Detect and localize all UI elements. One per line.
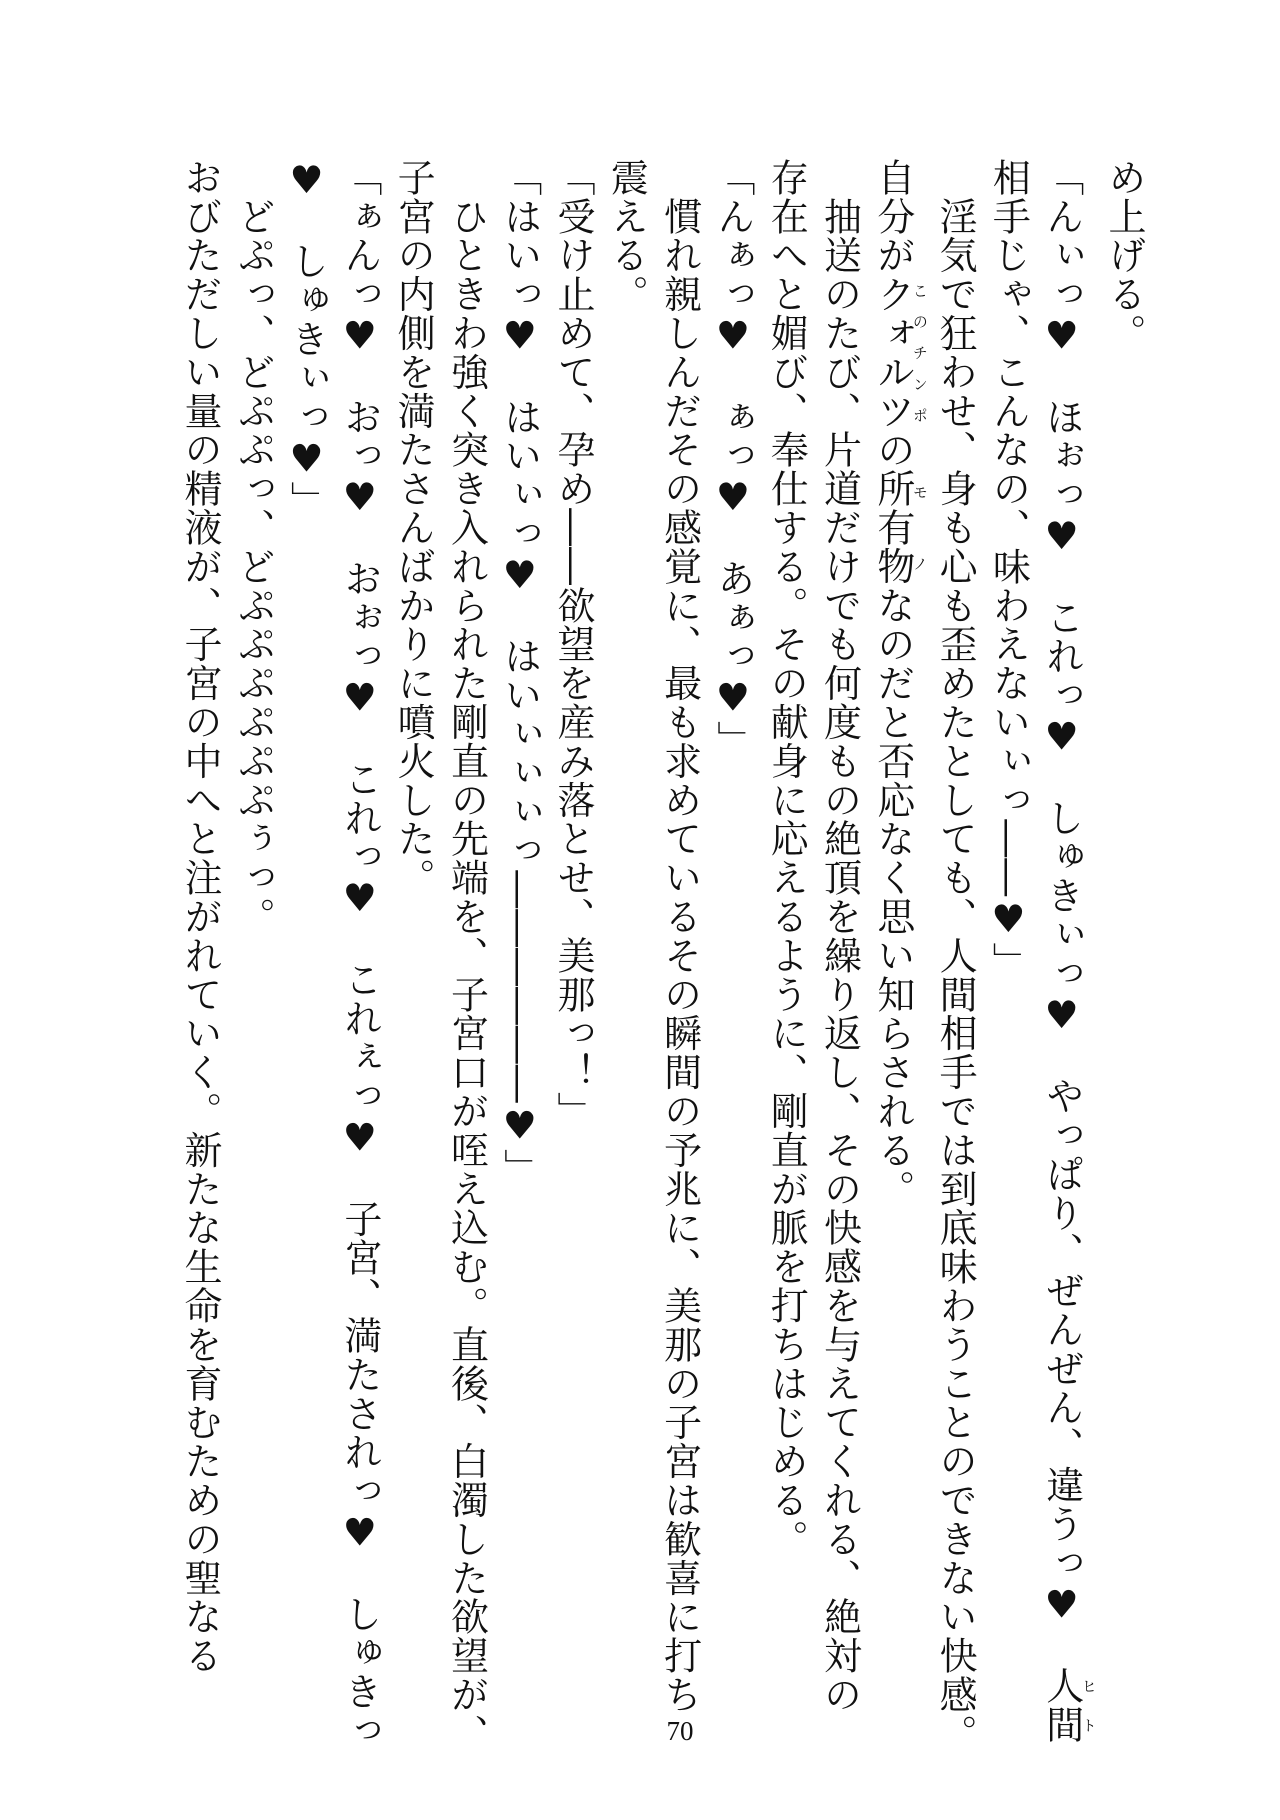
text-line: 存在へと媚び、奉仕する。その献身に応えるように、剛直が脈を打ちはじめる。 xyxy=(764,158,809,1559)
ruby-annotation: モノ xyxy=(910,469,929,586)
text-line: おびただしい量の精液が、子宮の中へと注がれていく。新たな生命を育むための聖なる xyxy=(177,158,222,1676)
text-line: 「んぁっ♥ ぁっ♥ あぁっ♥」 xyxy=(710,158,755,760)
text-line: 「ぁんっ♥ おっ♥ おぉっ♥ これっ♥ これぇっ♥ 子宮、満たされっ♥ しゅきっ xyxy=(337,158,382,1750)
text-line: 相手じゃ、こんなの、味わえないぃっ――♥」 xyxy=(986,158,1031,981)
text-line: 「受け止めて、孕め――欲望を産み落とせ、美那っ！」 xyxy=(551,158,596,1131)
text-line xyxy=(1034,158,1098,1745)
text-segment: なのだと否応なく思い知らされる。 xyxy=(870,585,915,1209)
text-line: め上げる。 xyxy=(1102,158,1146,353)
text-line: 子宮の内側を満たさんばかりに噴火した。 xyxy=(391,158,436,898)
ruby-text: クォルツこのチンポ xyxy=(870,274,929,431)
page-number: 70 xyxy=(666,1716,694,1746)
text-segment: 「んぃっ♥ ほぉっ♥ これっ♥ しゅきぃっ♥ やっぱり、ぜんぜん、違うっ♥ xyxy=(1039,158,1084,1667)
text-segment: の xyxy=(870,430,915,470)
text-line xyxy=(866,158,928,1728)
ruby-annotation: このチンポ xyxy=(910,274,929,431)
text-segment: 自分が xyxy=(870,158,915,275)
text-line: 抽送のたび、片道だけでも何度もの絶頂を繰り返し、その快感を与えてくれる、絶対の xyxy=(817,158,862,1714)
text-line: 慣れ親しんだその感覚に、最も求めているその瞬間の予兆に、美那の子宮は歓喜に打ち xyxy=(657,158,702,1714)
text-line: 震える。 xyxy=(604,158,649,314)
text-line: 淫気で狂わせ、身も心も歪めたとしても、人間相手では到底味わうことのできない快感。 xyxy=(933,158,978,1753)
ruby-annotation: ヒト xyxy=(1079,1666,1098,1745)
text-line: 「はいっ♥ はいぃっ♥ はいぃぃぃっ――――――♥」 xyxy=(497,158,542,1188)
text-line: どぷっ、どぷぷっ、どぷぷぷぷぷぷぅっ。 xyxy=(231,158,276,936)
text-line: ひときわ強く突き入れられた剛直の先端を、子宮口が咥え込む。直後、白濁した欲望が、 xyxy=(444,158,489,1753)
text-line: ♥ しゅきぃっ♥」 xyxy=(284,158,329,521)
ruby-text: 所有物モノ xyxy=(870,469,929,586)
ruby-text: 人間ヒト xyxy=(1039,1666,1098,1745)
